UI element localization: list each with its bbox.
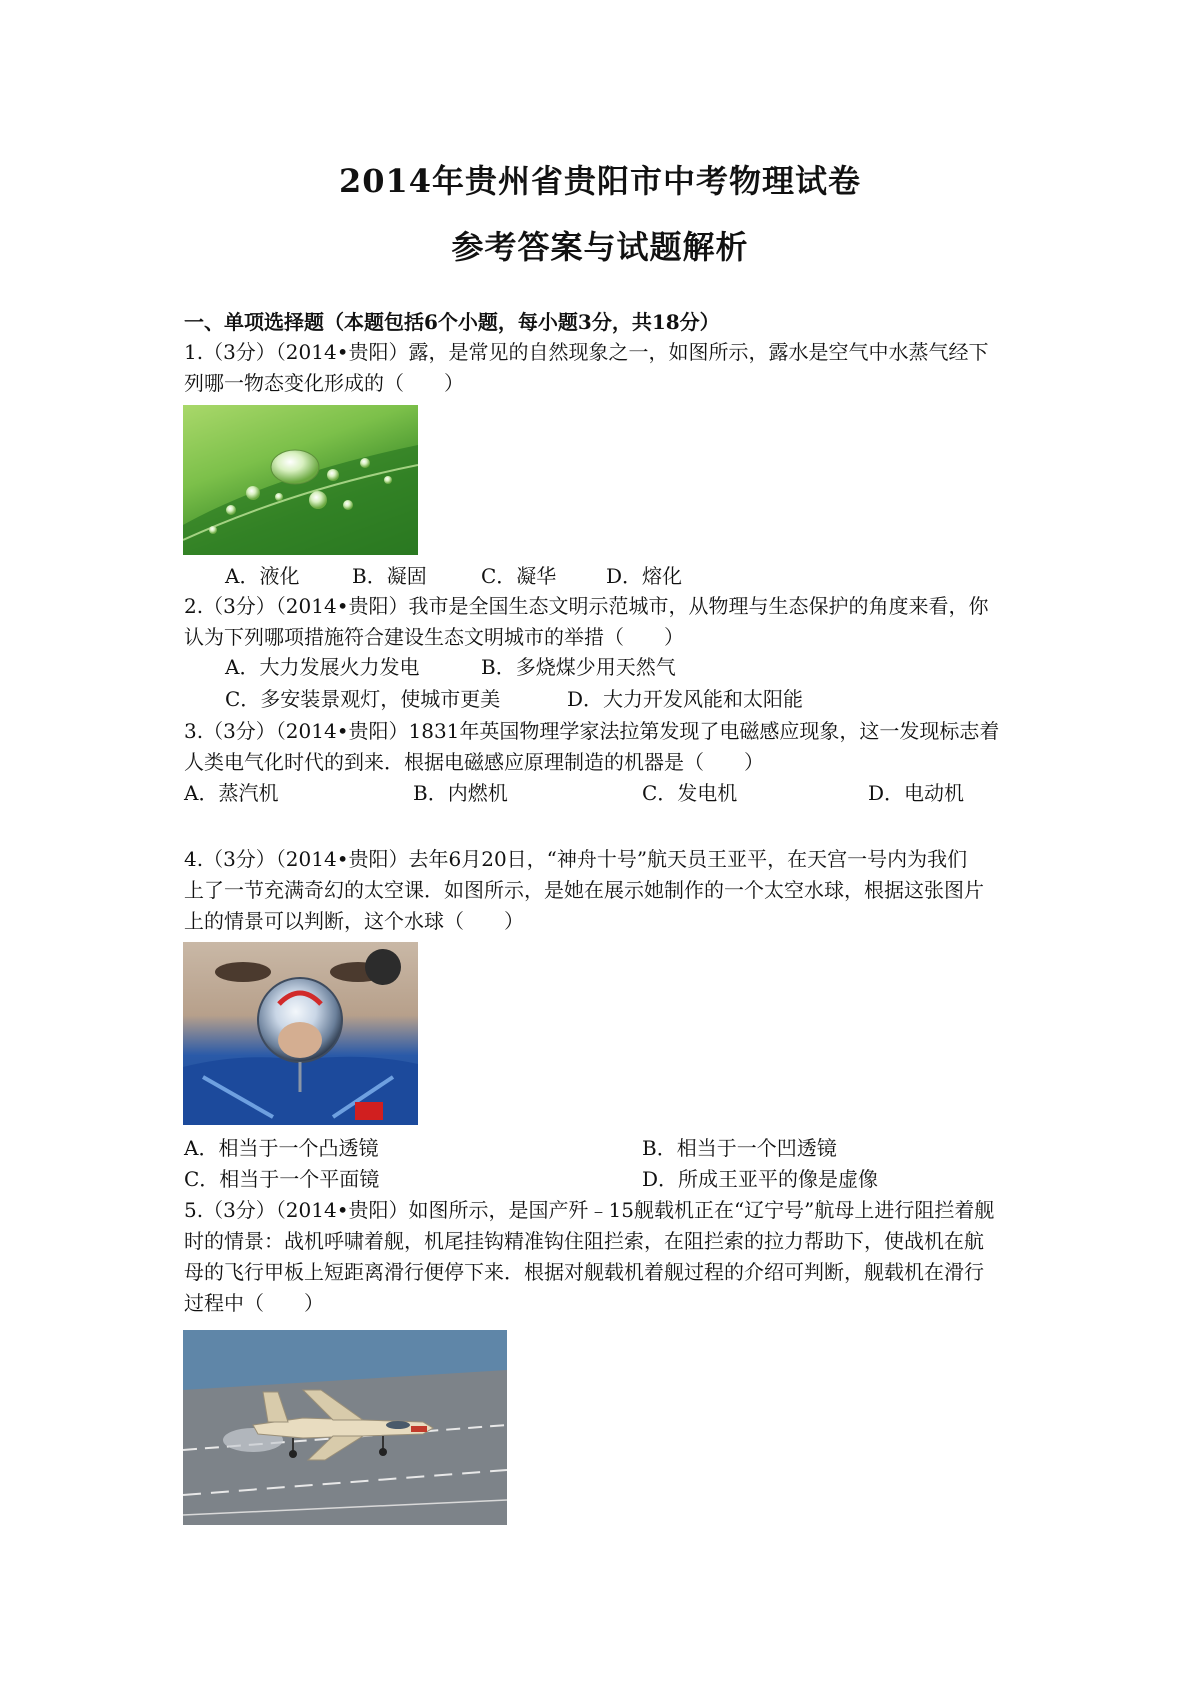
q3-option-b: B．内燃机 [413,781,508,805]
question-3-line-1: 3.（3分）（2014•贵阳）1831年英国物理学家法拉第发现了电磁感应现象，这一发现标志着 [184,719,1000,743]
question-5-line-3: 母的飞行甲板上短距离滑行便停下来．根据对舰载机着舰过程的介绍可判断，舰载机在滑行 [184,1260,984,1284]
q4-option-b: B．相当于一个凹透镜 [642,1136,837,1160]
q2-option-a: A．大力发展火力发电 [225,655,420,679]
q1-option-c: C．凝华 [481,564,557,588]
question-5-line-4: 过程中（ ） [184,1291,324,1315]
question-2-line-1: 2.（3分）（2014•贵阳）我市是全国生态文明示范城市，从物理与生态保护的角度来看，你 [184,594,989,618]
question-3-line-2: 人类电气化时代的到来．根据电磁感应原理制造的机器是（ ） [184,750,764,774]
q1-option-b: B．凝固 [352,564,427,588]
q3-option-c: C．发电机 [642,781,738,805]
astronaut-water-ball-image [183,942,418,1125]
question-5-line-1: 5.（3分）（2014•贵阳）如图所示，是国产歼﹣15舰载机正在“辽宁号”航母上进行阻拦着舰 [184,1198,995,1222]
question-1-line-1: 1.（3分）（2014•贵阳）露，是常见的自然现象之一，如图所示，露水是空气中水蒸气经下 [184,340,989,364]
question-4-line-1: 4.（3分）（2014•贵阳）去年6月20日，“神舟十号”航天员王亚平，在天宫一号内为我们 [184,847,968,871]
dew-drop-image [183,405,418,555]
page-title: 2014年贵州省贵阳市中考物理试卷 [338,162,862,200]
question-1-line-2: 列哪一物态变化形成的（ ） [184,371,464,395]
section-heading: 一、单项选择题（本题包括6个小题，每小题3分，共18分） [184,310,720,334]
q1-option-d: D．熔化 [606,564,683,588]
question-5-line-2: 时的情景：战机呼啸着舰，机尾挂钩精准钩住阻拦索，在阻拦索的拉力帮助下，使战机在航 [184,1229,984,1253]
q4-option-c: C．相当于一个平面镜 [184,1167,380,1191]
question-4-line-2: 上了一节充满奇幻的太空课．如图所示，是她在展示她制作的一个太空水球，根据这张图片 [184,878,984,902]
q2-option-b: B．多烧煤少用天然气 [481,655,676,679]
q3-option-a: A．蒸汽机 [184,781,279,805]
question-2-line-2: 认为下列哪项措施符合建设生态文明城市的举措（ ） [184,625,684,649]
question-4-line-3: 上的情景可以判断，这个水球（ ） [184,909,524,933]
q1-option-a: A．液化 [225,564,300,588]
q2-option-c: C．多安装景观灯，使城市更美 [225,687,501,711]
q2-option-d: D．大力开发风能和太阳能 [567,687,804,711]
carrier-jet-landing-image [183,1330,507,1525]
q4-option-a: A．相当于一个凸透镜 [184,1136,379,1160]
page-subtitle: 参考答案与试题解析 [451,228,749,266]
q3-option-d: D．电动机 [868,781,965,805]
q4-option-d: D．所成王亚平的像是虚像 [642,1167,879,1191]
